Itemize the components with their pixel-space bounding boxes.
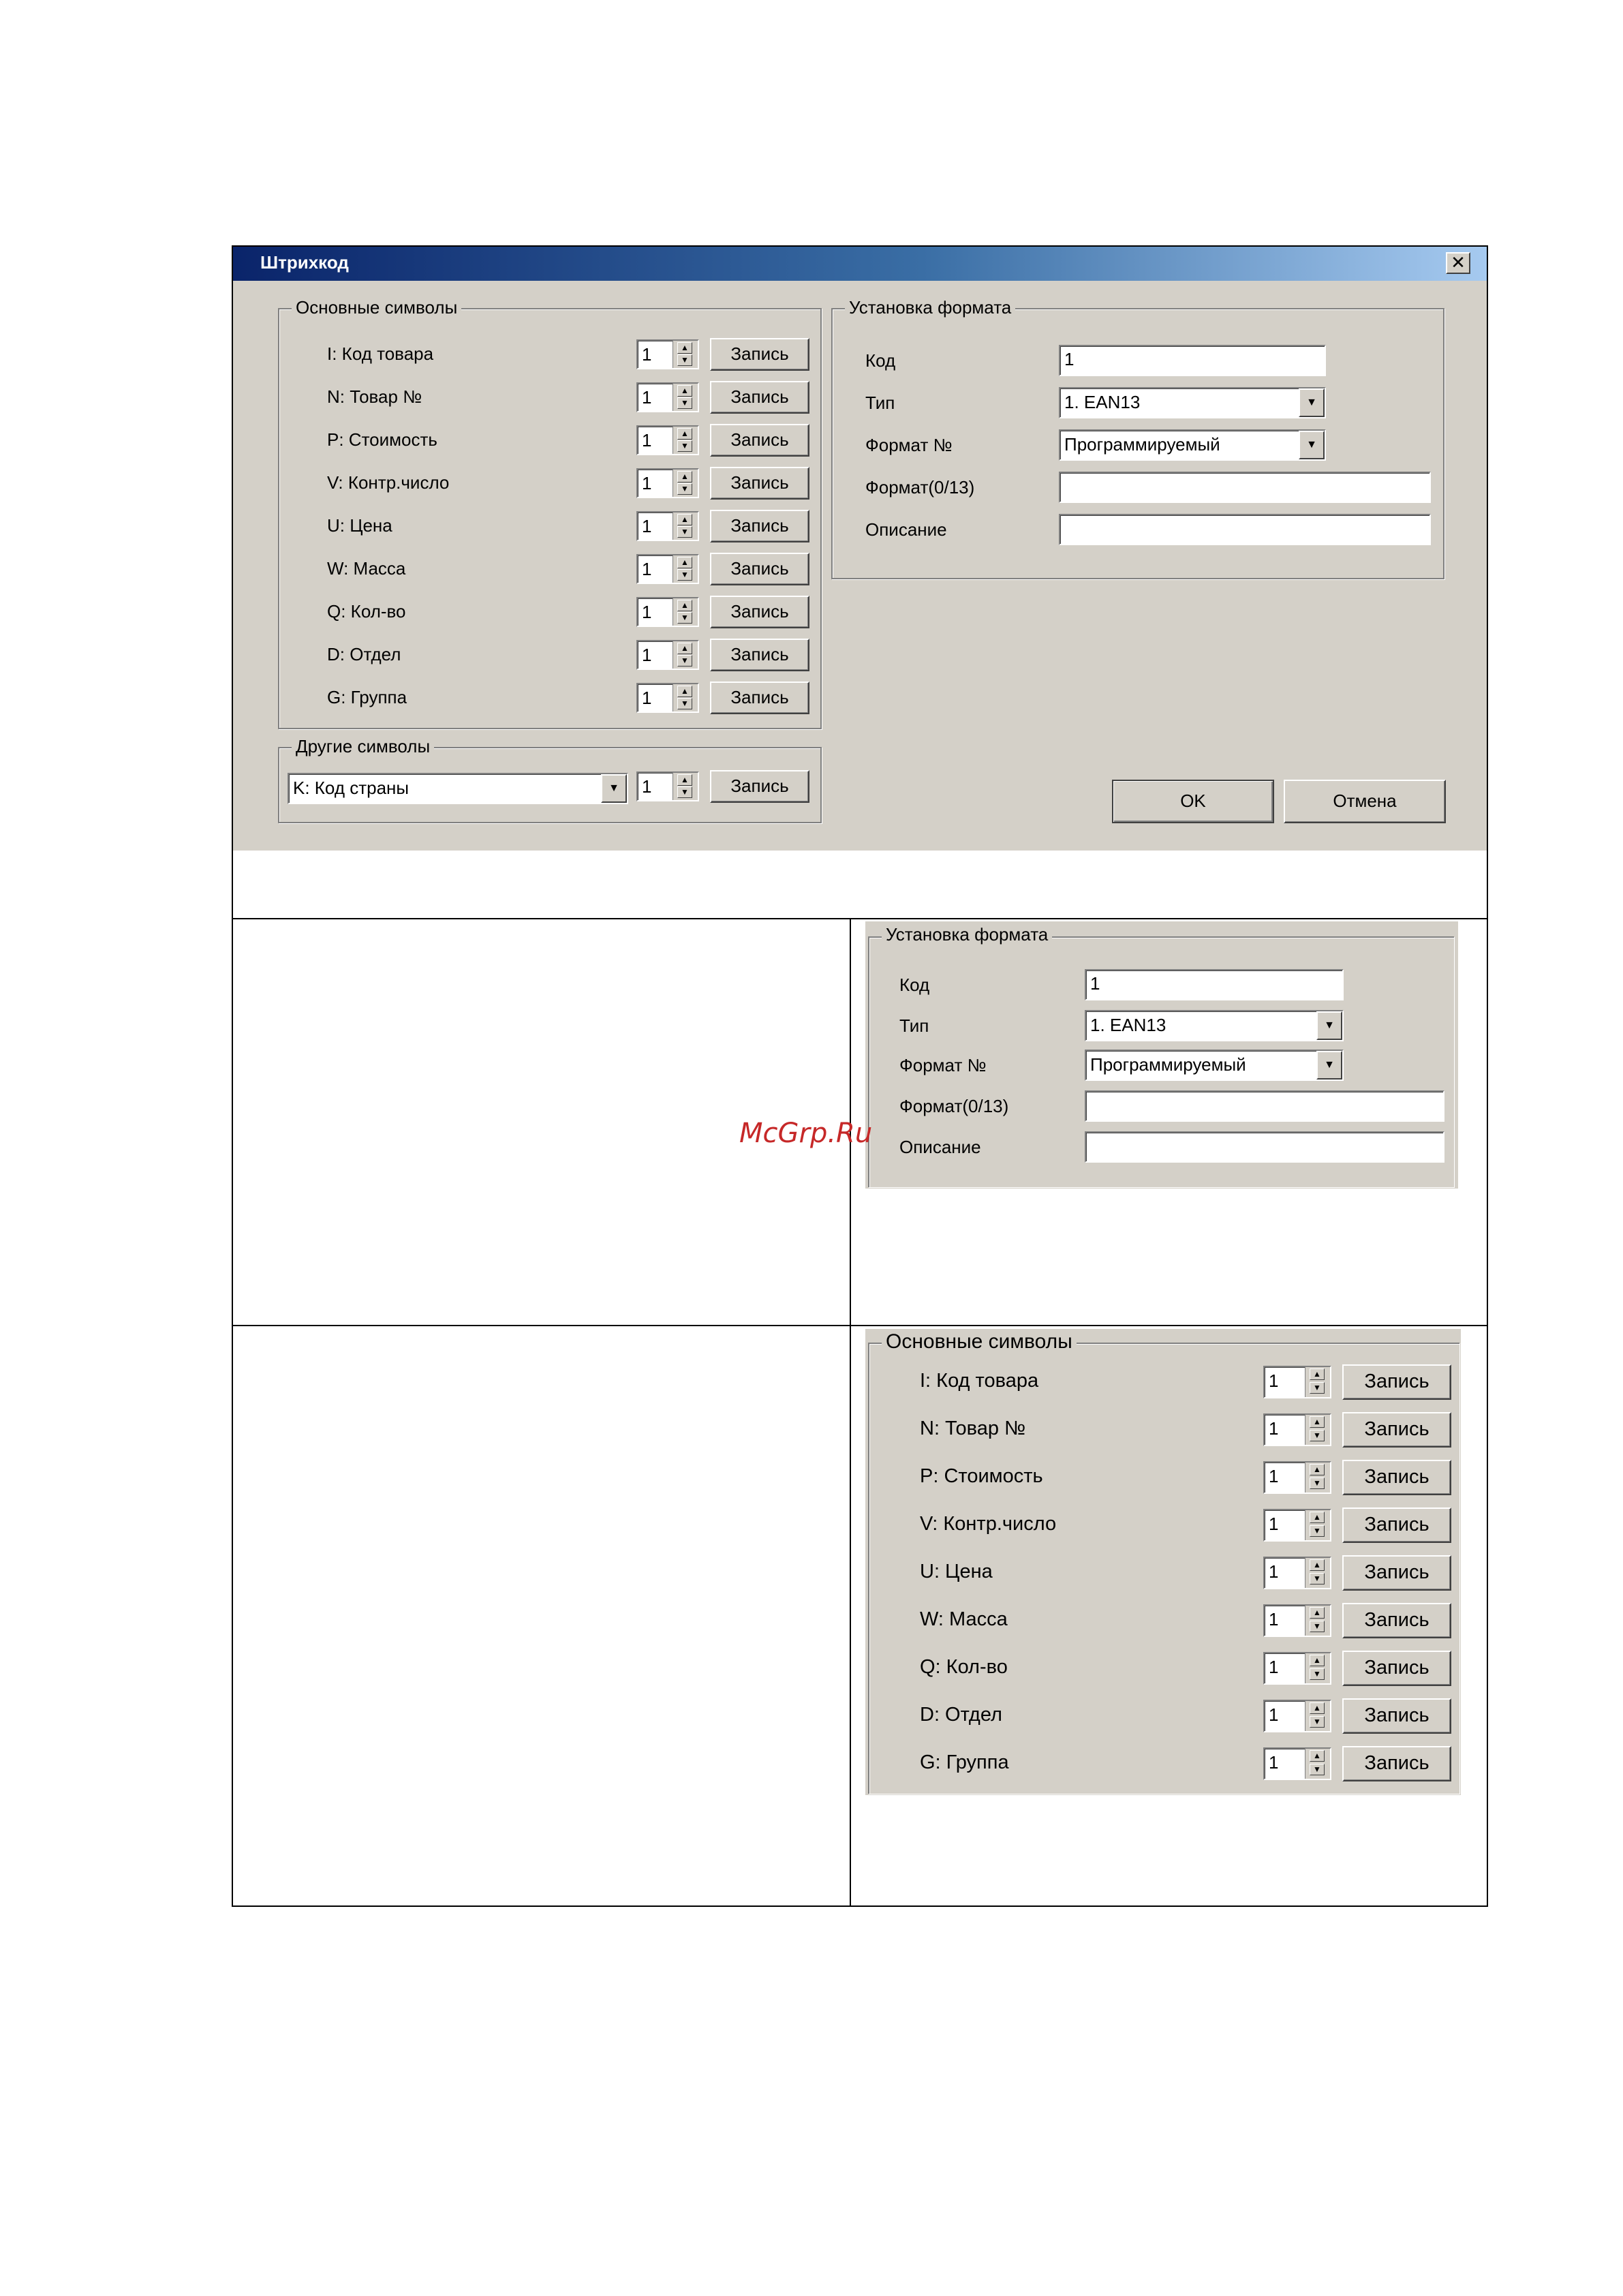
symbol-write-button[interactable]: Запись: [710, 510, 809, 542]
symbol-write-button[interactable]: Запись: [710, 338, 809, 371]
spin-down-icon[interactable]: ▼: [1310, 1478, 1325, 1489]
symbol-label: U: Цена: [920, 1561, 993, 1582]
symbol-write-button[interactable]: Запись: [1342, 1412, 1451, 1448]
description-field[interactable]: [1059, 514, 1431, 545]
symbol-length-spinner[interactable]: [636, 597, 699, 627]
format-no-select[interactable]: [1059, 429, 1326, 461]
symbol-length-spinner[interactable]: [636, 468, 699, 498]
symbol-label: N: Товар №: [920, 1418, 1026, 1439]
format-label: Формат(0/13): [865, 477, 975, 498]
spin-down-icon[interactable]: ▼: [1310, 1668, 1325, 1680]
spinner-value: 1: [1269, 1371, 1279, 1391]
spinner-value: 1: [642, 344, 652, 365]
symbol-write-button[interactable]: Запись: [1342, 1698, 1451, 1734]
symbol-label: V: Контр.число: [327, 472, 450, 493]
barcode-dialog: [233, 247, 1487, 851]
symbol-write-button[interactable]: Запись: [710, 381, 809, 414]
format-no-select-crop[interactable]: [1085, 1050, 1344, 1081]
symbol-length-spinner[interactable]: [636, 554, 699, 584]
symbol-length-spinner[interactable]: [1263, 1557, 1331, 1589]
spin-down-icon[interactable]: ▼: [677, 569, 692, 581]
spinner-value: 1: [1269, 1418, 1279, 1439]
spin-up-icon[interactable]: ▲: [1310, 1416, 1325, 1428]
spinner-value: 1: [1269, 1561, 1279, 1582]
symbol-length-spinner[interactable]: [636, 511, 699, 541]
chevron-down-icon[interactable]: ▼: [1316, 1051, 1342, 1080]
description-field-crop[interactable]: [1085, 1131, 1444, 1163]
format-no-label: Формат №: [865, 435, 953, 455]
other-symbol-value: K: Код страны: [293, 778, 409, 798]
spin-up-icon[interactable]: ▲: [1310, 1702, 1325, 1714]
spin-down-icon[interactable]: ▼: [1310, 1716, 1325, 1728]
symbol-length-spinner[interactable]: [636, 683, 699, 713]
spinner-value: 1: [642, 602, 652, 622]
symbol-length-spinner[interactable]: [1263, 1747, 1331, 1780]
format-no-value-crop: Программируемый: [1090, 1054, 1246, 1075]
table-line: [1487, 245, 1488, 1907]
spinner-value: 1: [642, 516, 652, 536]
spinner-value: 1: [1269, 1657, 1279, 1677]
spinner-value: 1: [642, 688, 652, 708]
cancel-button[interactable]: Отмена: [1284, 780, 1446, 823]
spin-down-icon[interactable]: ▼: [1310, 1621, 1325, 1632]
symbol-label: G: Группа: [327, 687, 407, 707]
format-no-label-crop: Формат №: [899, 1055, 987, 1075]
spinner-value: 1: [1269, 1609, 1279, 1629]
code-label-crop: Код: [899, 975, 930, 995]
type-label-crop: Тип: [899, 1015, 929, 1036]
spin-up-icon[interactable]: ▲: [677, 428, 692, 440]
spinner-value: 1: [642, 776, 652, 797]
symbol-length-spinner[interactable]: [1263, 1700, 1331, 1732]
ok-button[interactable]: OK: [1112, 780, 1274, 823]
symbol-label: Q: Кол-во: [327, 601, 406, 622]
chevron-down-icon[interactable]: ▼: [601, 774, 627, 803]
symbol-length-spinner[interactable]: [1263, 1461, 1331, 1494]
symbol-label: V: Контр.число: [920, 1513, 1057, 1535]
spin-up-icon[interactable]: ▲: [1310, 1750, 1325, 1762]
spinner-value: 1: [642, 559, 652, 579]
spin-down-icon[interactable]: ▼: [1310, 1525, 1325, 1537]
spinner-value: 1: [642, 645, 652, 665]
watermark: McGrp.Ru: [739, 1118, 873, 1149]
symbol-label: N: Товар №: [327, 386, 422, 407]
spin-up-icon[interactable]: ▲: [677, 385, 692, 397]
dialog-title: Штрихкод: [260, 252, 349, 273]
spin-down-icon[interactable]: ▼: [677, 698, 692, 709]
spin-up-icon[interactable]: ▲: [677, 600, 692, 611]
symbol-write-button[interactable]: Запись: [1342, 1364, 1451, 1400]
table-line: [232, 1325, 1488, 1326]
spinner-value: 1: [1269, 1466, 1279, 1486]
spin-up-icon[interactable]: ▲: [677, 471, 692, 483]
main-symbols-legend: Основные символы: [292, 297, 461, 318]
spin-up-icon[interactable]: ▲: [677, 342, 692, 354]
symbol-write-button[interactable]: Запись: [710, 424, 809, 457]
symbol-label: D: Отдел: [920, 1704, 1002, 1726]
type-value-crop: 1. EAN13: [1090, 1015, 1166, 1035]
symbol-label: U: Цена: [327, 515, 392, 536]
other-symbols-legend: Другие символы: [292, 736, 434, 757]
code-field[interactable]: 1: [1059, 345, 1326, 376]
description-label-crop: Описание: [899, 1137, 981, 1157]
spin-down-icon[interactable]: ▼: [677, 354, 692, 366]
spinner-value: 1: [1269, 1752, 1279, 1773]
table-line: [232, 1905, 1488, 1907]
symbol-write-button[interactable]: Запись: [1342, 1460, 1451, 1495]
close-button[interactable]: [1446, 252, 1470, 274]
symbol-label: P: Стоимость: [327, 429, 437, 450]
spin-up-icon[interactable]: ▲: [677, 557, 692, 568]
spin-up-icon[interactable]: ▲: [1310, 1512, 1325, 1523]
type-value: 1. EAN13: [1064, 392, 1141, 412]
spin-up-icon[interactable]: ▲: [677, 643, 692, 654]
spin-down-icon[interactable]: ▼: [1310, 1430, 1325, 1441]
spinner-value: 1: [1269, 1704, 1279, 1725]
symbol-label: P: Стоимость: [920, 1465, 1043, 1487]
format-field[interactable]: [1059, 472, 1431, 503]
format-panel-crop: [865, 921, 1458, 1189]
spin-down-icon[interactable]: ▼: [1310, 1573, 1325, 1585]
symbol-label: D: Отдел: [327, 644, 401, 664]
table-line: [232, 918, 1488, 919]
other-symbol-select[interactable]: [288, 773, 628, 804]
spin-down-icon[interactable]: ▼: [677, 440, 692, 452]
symbol-label: I: Код товара: [327, 343, 434, 364]
symbol-length-spinner[interactable]: [1263, 1509, 1331, 1542]
type-label: Тип: [865, 393, 895, 413]
close-icon: ✕: [1451, 252, 1466, 273]
spinner-value: 1: [1269, 1514, 1279, 1534]
symbol-label: W: Масса: [920, 1608, 1008, 1630]
spin-up-icon[interactable]: ▲: [1310, 1464, 1325, 1475]
symbol-label: I: Код товара: [920, 1370, 1039, 1392]
chevron-down-icon[interactable]: ▼: [1299, 388, 1325, 417]
symbol-write-button[interactable]: Запись: [1342, 1555, 1451, 1591]
format-legend-crop: Установка формата: [882, 924, 1052, 945]
spin-up-icon[interactable]: ▲: [677, 686, 692, 697]
chevron-down-icon[interactable]: ▼: [1316, 1011, 1342, 1040]
spin-down-icon[interactable]: ▼: [677, 655, 692, 667]
format-field-crop[interactable]: [1085, 1090, 1444, 1122]
description-label: Описание: [865, 519, 947, 540]
spin-down-icon[interactable]: ▼: [1310, 1382, 1325, 1394]
other-symbol-spinner[interactable]: [636, 771, 699, 801]
chevron-down-icon[interactable]: ▼: [1299, 431, 1325, 459]
spin-up-icon[interactable]: ▲: [1310, 1368, 1325, 1380]
symbol-length-spinner[interactable]: [1263, 1413, 1331, 1446]
type-select-crop[interactable]: [1085, 1010, 1344, 1041]
symbol-write-button[interactable]: Запись: [710, 682, 809, 714]
symbol-length-spinner[interactable]: [636, 640, 699, 670]
spin-up-icon[interactable]: ▲: [1310, 1607, 1325, 1619]
symbol-length-spinner[interactable]: [1263, 1652, 1331, 1685]
spin-down-icon[interactable]: ▼: [677, 786, 692, 798]
other-symbol-write-button[interactable]: Запись: [710, 770, 809, 803]
symbol-write-button[interactable]: Запись: [1342, 1507, 1451, 1543]
title-bar: [233, 247, 1487, 281]
spin-down-icon[interactable]: ▼: [677, 526, 692, 538]
symbol-write-button[interactable]: Запись: [1342, 1746, 1451, 1781]
symbol-write-button[interactable]: Запись: [1342, 1603, 1451, 1638]
spin-down-icon[interactable]: ▼: [677, 612, 692, 624]
spin-up-icon[interactable]: ▲: [1310, 1655, 1325, 1666]
spin-down-icon[interactable]: ▼: [1310, 1764, 1325, 1775]
symbol-write-button[interactable]: Запись: [710, 596, 809, 628]
symbol-write-button[interactable]: Запись: [710, 639, 809, 671]
symbol-write-button[interactable]: Запись: [710, 553, 809, 585]
table-line: [850, 918, 851, 1906]
main-symbols-panel-crop: [865, 1329, 1461, 1795]
code-field-crop[interactable]: 1: [1085, 969, 1344, 1000]
symbol-length-spinner[interactable]: [636, 425, 699, 455]
spin-down-icon[interactable]: ▼: [677, 483, 692, 495]
symbol-length-spinner[interactable]: [636, 339, 699, 369]
format-no-value: Программируемый: [1064, 434, 1220, 455]
symbol-label: Q: Кол-во: [920, 1656, 1008, 1678]
main-symbols-legend-crop: Основные символы: [882, 1330, 1077, 1353]
format-legend: Установка формата: [845, 297, 1015, 318]
code-label: Код: [865, 350, 896, 371]
spinner-value: 1: [642, 473, 652, 493]
symbol-label: W: Масса: [327, 558, 406, 579]
spinner-value: 1: [642, 387, 652, 408]
format-label-crop: Формат(0/13): [899, 1096, 1009, 1116]
symbol-write-button[interactable]: Запись: [710, 467, 809, 500]
spin-up-icon[interactable]: ▲: [677, 514, 692, 525]
spin-down-icon[interactable]: ▼: [677, 397, 692, 409]
spinner-value: 1: [642, 430, 652, 450]
symbol-length-spinner[interactable]: [1263, 1366, 1331, 1398]
symbol-length-spinner[interactable]: [1263, 1604, 1331, 1637]
type-select[interactable]: [1059, 387, 1326, 418]
symbol-write-button[interactable]: Запись: [1342, 1651, 1451, 1686]
symbol-label: G: Группа: [920, 1751, 1009, 1773]
spin-up-icon[interactable]: ▲: [677, 774, 692, 786]
spin-up-icon[interactable]: ▲: [1310, 1559, 1325, 1571]
symbol-length-spinner[interactable]: [636, 382, 699, 412]
